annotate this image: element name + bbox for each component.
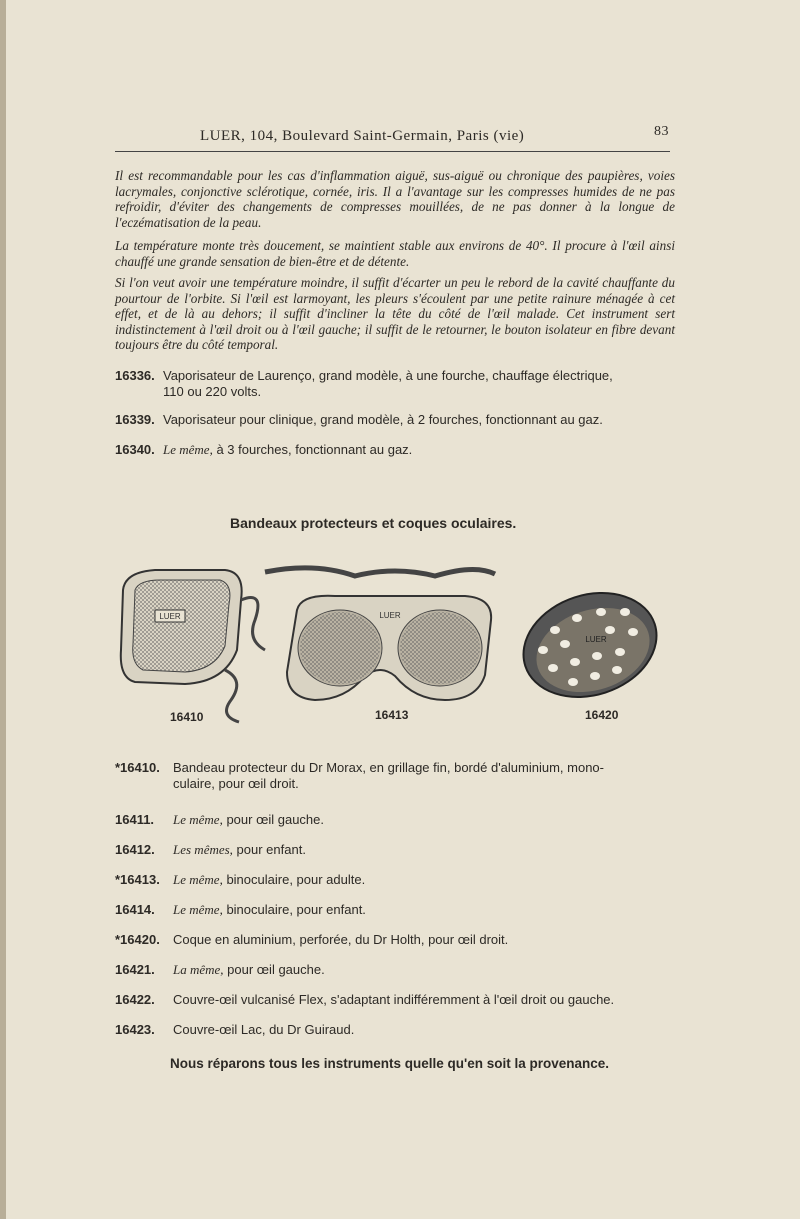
list-item bbox=[115, 902, 695, 918]
item-italic: Le même, bbox=[173, 872, 223, 887]
item-text: binoculaire, pour adulte. bbox=[222, 872, 366, 887]
page-number: 83 bbox=[654, 124, 669, 139]
item-number: *16413. bbox=[115, 872, 160, 887]
item-continuation: culaire, pour œil droit. bbox=[173, 776, 299, 791]
item-italic: Le même, bbox=[173, 902, 223, 917]
item-italic: La même, bbox=[173, 962, 224, 977]
catalog-entry bbox=[115, 442, 675, 458]
entry-italic: Le même, bbox=[163, 442, 213, 457]
item-number: 16422. bbox=[115, 992, 155, 1007]
figure-caption: 16420 bbox=[585, 708, 619, 722]
entry-number: 16340. bbox=[115, 442, 155, 457]
list-item bbox=[115, 1022, 695, 1038]
entry-number: 16336. bbox=[115, 368, 155, 383]
brand-label: LUER bbox=[159, 612, 181, 621]
monocular-shield-16410 bbox=[121, 570, 265, 722]
section-title: Bandeaux protecteurs et coques oculaires. bbox=[230, 515, 517, 531]
brand-label: LUER bbox=[379, 611, 401, 620]
perforated-shell-16420 bbox=[510, 576, 670, 713]
item-number: 16414. bbox=[115, 902, 155, 917]
page-edge bbox=[0, 0, 6, 1219]
catalog-entry bbox=[115, 412, 675, 428]
item-text: Couvre-œil Lac, du Dr Guiraud. bbox=[173, 1022, 355, 1037]
item-number: *16420. bbox=[115, 932, 160, 947]
entry-continuation: 110 ou 220 volts. bbox=[163, 384, 262, 399]
list-item bbox=[115, 842, 695, 858]
item-number: 16411. bbox=[115, 812, 155, 827]
page-header bbox=[200, 124, 675, 152]
list-item bbox=[115, 992, 695, 1008]
header-rule bbox=[115, 151, 670, 152]
item-text: Couvre-œil vulcanisé Flex, s'adaptant indifféremment à l'œil droit ou gauche. bbox=[173, 992, 615, 1007]
list-item bbox=[115, 812, 695, 828]
entry-text: Vaporisateur de Laurenço, grand modèle, à une fourche, chauffage électrique, bbox=[163, 368, 613, 383]
item-text: Coque en aluminium, perforée, du Dr Holth, pour œil droit. bbox=[173, 932, 509, 947]
catalog-entry bbox=[115, 368, 675, 400]
figure-caption: 16410 bbox=[170, 710, 204, 724]
item-text: pour œil gauche. bbox=[223, 962, 325, 977]
entry-text: Vaporisateur pour clinique, grand modèle, à 2 fourches, fonctionnant au gaz. bbox=[163, 412, 603, 427]
item-italic: Le même, bbox=[173, 812, 223, 827]
entry-number: 16339. bbox=[115, 412, 155, 427]
item-text: pour enfant. bbox=[232, 842, 306, 857]
item-text: Bandeau protecteur du Dr Morax, en grillage fin, bordé d'aluminium, mono- bbox=[173, 760, 604, 775]
intro-paragraph-1: Il est recommandable pour les cas d'inflammation aiguë, sus-aiguë ou chronique des paupières, voies lacrymales, conjonctive sclérotique, cornée, iris. Il a l'avantage sur les compresses humides de ne pas refroidir, d'éviter des changements de compresses mouillées, de ne pas donner à la longue de l'eczématisation de la peau. bbox=[115, 168, 675, 230]
brand-label: LUER bbox=[585, 635, 607, 644]
header-title: LUER, 104, Boulevard Saint-Germain, Paris (vie) bbox=[200, 128, 525, 144]
item-italic: Les mêmes, bbox=[173, 842, 233, 857]
intro-paragraph-2: La température monte très doucement, se maintient stable aux environs de 40°. Il procure à l'œil ainsi chauffé une grande sensation de bien-être et de détente. bbox=[115, 238, 675, 269]
figure-caption: 16413 bbox=[375, 708, 409, 722]
entry-text: à 3 fourches, fonctionnant au gaz. bbox=[212, 442, 413, 457]
item-number: *16410. bbox=[115, 760, 160, 775]
list-item bbox=[115, 760, 695, 792]
eye-shields-illustration bbox=[115, 560, 675, 735]
item-text: binoculaire, pour enfant. bbox=[222, 902, 366, 917]
binocular-shield-16413 bbox=[265, 568, 495, 700]
footer-note: Nous réparons tous les instruments quelle qu'en soit la provenance. bbox=[170, 1056, 610, 1071]
list-item bbox=[115, 872, 695, 888]
item-number: 16412. bbox=[115, 842, 155, 857]
list-item bbox=[115, 932, 695, 948]
item-number: 16421. bbox=[115, 962, 155, 977]
item-text: pour œil gauche. bbox=[222, 812, 324, 827]
item-number: 16423. bbox=[115, 1022, 155, 1037]
list-item bbox=[115, 962, 695, 978]
intro-paragraph-3: Si l'on veut avoir une température moindre, il suffit d'écarter un peu le rebord de la cavité chauffante du pourtour de l'orbite. Si l'œil est larmoyant, les pleurs s'écoulent par une petite rainure ménagée à cet effet, et de là au dehors; il suffit d'incliner la tête du côté de l'œil malade. Cet instrument sert indistinctement à l'œil droit ou à l'œil gauche; il suffit de le retourner, le bouton isolateur en fibre devant toujours être du côté temporal. bbox=[115, 275, 675, 352]
